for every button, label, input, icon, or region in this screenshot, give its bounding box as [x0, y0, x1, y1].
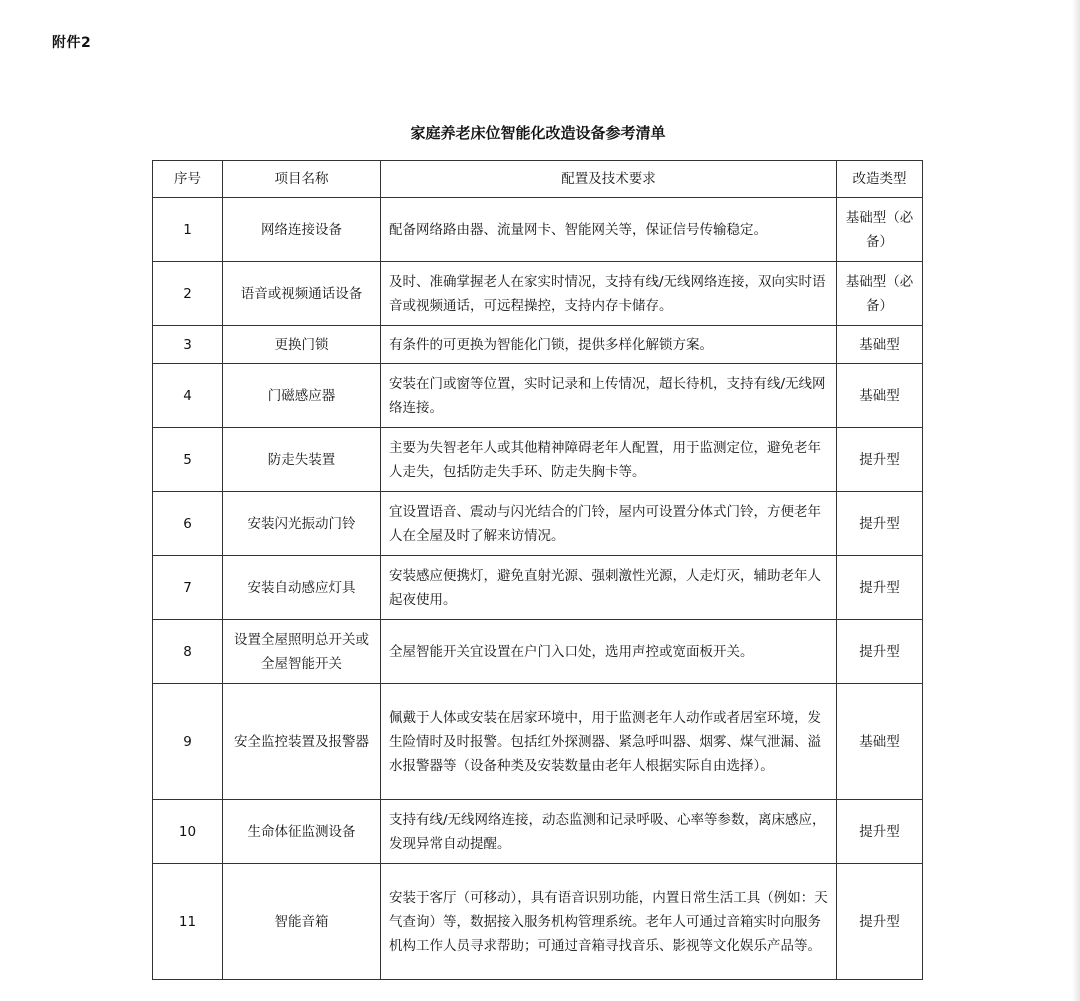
row-name: 设置全屋照明总开关或全屋智能开关: [223, 620, 381, 684]
header-type: 改造类型: [837, 161, 923, 198]
row-requirement: 主要为失智老年人或其他精神障碍老年人配置，用于监测定位，避免老年人走失，包括防走失手环、防走失胸卡等。: [381, 428, 837, 492]
row-name: 防走失装置: [223, 428, 381, 492]
table-row: [153, 684, 923, 800]
attachment-label: 附件2: [52, 35, 92, 51]
row-name: 门磁感应器: [223, 364, 381, 428]
row-name: 语音或视频通话设备: [223, 262, 381, 326]
row-no: 5: [153, 428, 223, 492]
row-name: 安装闪光振动门铃: [223, 492, 381, 556]
row-no: 4: [153, 364, 223, 428]
table-row: [153, 864, 923, 980]
row-name: 网络连接设备: [223, 198, 381, 262]
row-name: 安装自动感应灯具: [223, 556, 381, 620]
row-requirement: 宜设置语音、震动与闪光结合的门铃，屋内可设置分体式门铃，方便老年人在全屋及时了解来访情况。: [381, 492, 837, 556]
table-header-row: [153, 161, 923, 198]
row-no: 3: [153, 326, 223, 364]
row-no: 11: [153, 864, 223, 980]
row-name: 安全监控装置及报警器: [223, 684, 381, 800]
header-name: 项目名称: [223, 161, 381, 198]
equipment-table: [152, 160, 923, 980]
header-no: 序号: [153, 161, 223, 198]
table-row: [153, 556, 923, 620]
table-row: [153, 198, 923, 262]
row-type: 提升型: [837, 556, 923, 620]
row-requirement: 安装于客厅（可移动），具有语音识别功能，内置日常生活工具（例如：天气查询）等，数据接入服务机构管理系统。老年人可通过音箱实时向服务机构工作人员寻求帮助；可通过音箱寻找音乐、影视等文化娱乐产品等。: [381, 864, 837, 980]
row-type: 提升型: [837, 428, 923, 492]
row-requirement: 安装在门或窗等位置，实时记录和上传情况，超长待机，支持有线/无线网络连接。: [381, 364, 837, 428]
row-name: 更换门锁: [223, 326, 381, 364]
row-requirement: 配备网络路由器、流量网卡、智能网关等，保证信号传输稳定。: [381, 198, 837, 262]
row-type: 基础型（必备）: [837, 262, 923, 326]
page-edge-shadow: [1072, 0, 1080, 1001]
row-requirement: 全屋智能开关宜设置在户门入口处，选用声控或宽面板开关。: [381, 620, 837, 684]
row-requirement: 佩戴于人体或安装在居家环境中，用于监测老年人动作或者居室环境，发生险情时及时报警。包括红外探测器、紧急呼叫器、烟雾、煤气泄漏、溢水报警器等（设备种类及安装数量由老年人根据实际自由选择）。: [381, 684, 837, 800]
row-type: 基础型: [837, 684, 923, 800]
table-row: [153, 364, 923, 428]
document-title: 家庭养老床位智能化改造设备参考清单: [410, 124, 666, 142]
table-row: [153, 620, 923, 684]
row-name: 生命体征监测设备: [223, 800, 381, 864]
row-no: 8: [153, 620, 223, 684]
row-type: 提升型: [837, 800, 923, 864]
row-type: 基础型: [837, 364, 923, 428]
row-type: 基础型（必备）: [837, 198, 923, 262]
row-type: 基础型: [837, 326, 923, 364]
row-no: 10: [153, 800, 223, 864]
row-type: 提升型: [837, 620, 923, 684]
table-row: [153, 262, 923, 326]
row-type: 提升型: [837, 492, 923, 556]
row-requirement: 支持有线/无线网络连接，动态监测和记录呼吸、心率等参数，离床感应，发现异常自动提醒。: [381, 800, 837, 864]
header-requirement: 配置及技术要求: [381, 161, 837, 198]
table-row: [153, 428, 923, 492]
row-requirement: 安装感应便携灯，避免直射光源、强刺激性光源，人走灯灭，辅助老年人起夜使用。: [381, 556, 837, 620]
row-type: 提升型: [837, 864, 923, 980]
table-row: [153, 492, 923, 556]
row-no: 7: [153, 556, 223, 620]
row-no: 2: [153, 262, 223, 326]
row-name: 智能音箱: [223, 864, 381, 980]
row-no: 9: [153, 684, 223, 800]
table-row: [153, 800, 923, 864]
row-requirement: 及时、准确掌握老人在家实时情况，支持有线/无线网络连接，双向实时语音或视频通话，可远程操控，支持内存卡储存。: [381, 262, 837, 326]
row-no: 6: [153, 492, 223, 556]
row-requirement: 有条件的可更换为智能化门锁，提供多样化解锁方案。: [381, 326, 837, 364]
row-no: 1: [153, 198, 223, 262]
table-row: [153, 326, 923, 364]
